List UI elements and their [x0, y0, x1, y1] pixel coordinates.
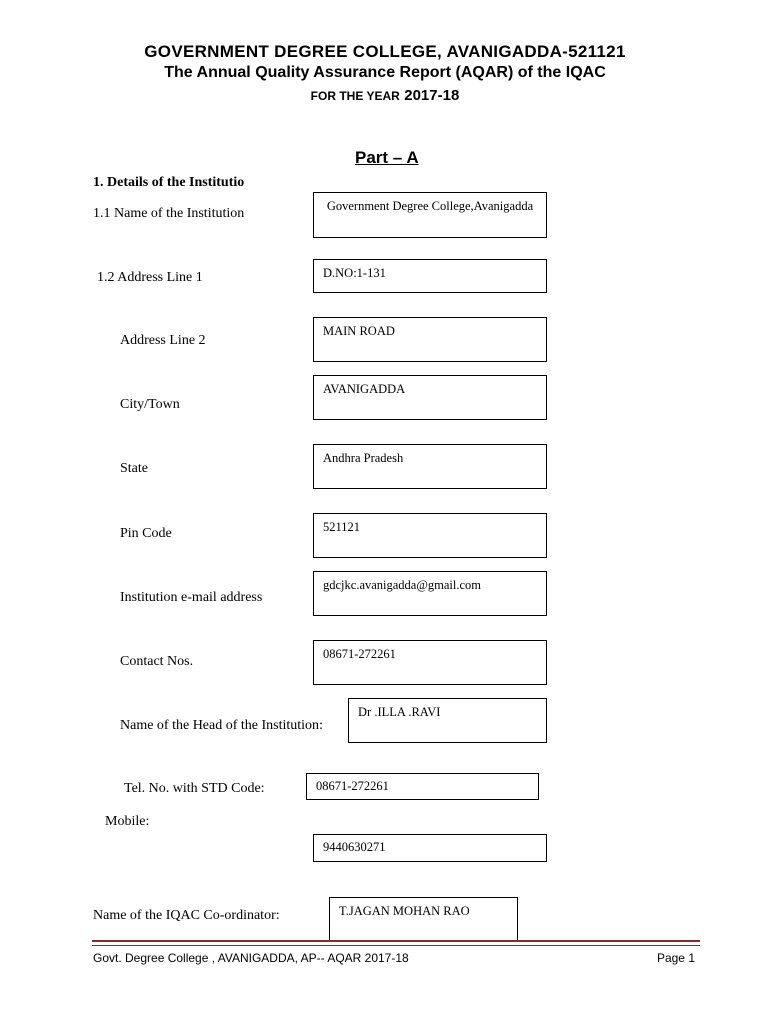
year-value: 2017-18	[404, 87, 460, 104]
report-title: The Annual Quality Assurance Report (AQAR) of the IQAC	[164, 64, 606, 81]
address-line-2-label: Address Line 2	[120, 333, 206, 348]
address-line-2-field[interactable]: MAIN ROAD	[313, 317, 547, 362]
tel-field[interactable]: 08671-272261	[306, 773, 539, 800]
iqac-label: Name of the IQAC Co-ordinator:	[93, 908, 280, 923]
state-field[interactable]: Andhra Pradesh	[313, 444, 547, 489]
mobile-label: Mobile:	[105, 814, 150, 829]
city-label: City/Town	[120, 397, 180, 412]
address-line-1-label: 1.2 Address Line 1	[97, 270, 203, 285]
year-prefix: FOR THE YEAR	[310, 89, 400, 103]
address-line-1-field[interactable]: D.NO:1-131	[313, 259, 547, 293]
part-title: Part – A	[355, 148, 419, 167]
email-field[interactable]: gdcjkc.avanigadda@gmail.com	[313, 571, 547, 616]
page-number: Page 1	[656, 951, 695, 965]
section-title: 1. Details of the Institutio	[93, 175, 245, 190]
head-field[interactable]: Dr .ILLA .RAVI	[348, 698, 547, 743]
institution-name-label: 1.1 Name of the Institution	[93, 206, 245, 221]
city-field[interactable]: AVANIGADDA	[313, 375, 547, 420]
footer-rule-top	[92, 940, 700, 942]
report-year	[0, 87, 770, 105]
head-label: Name of the Head of the Institution:	[120, 718, 323, 733]
email-label: Institution e-mail address	[120, 590, 263, 605]
state-label: State	[120, 461, 148, 476]
pin-code-field[interactable]: 521121	[313, 513, 547, 558]
pin-code-label: Pin Code	[120, 526, 172, 541]
iqac-field[interactable]: T.JAGAN MOHAN RAO	[329, 897, 518, 941]
institution-name-field[interactable]: Government Degree College,Avanigadda	[313, 192, 547, 238]
college-title: GOVERNMENT DEGREE COLLEGE, AVANIGADDA-521121	[144, 42, 626, 61]
tel-label: Tel. No. with STD Code:	[124, 781, 265, 796]
footer-text: Govt. Degree College , AVANIGADDA, AP-- AQAR 2017-18	[93, 951, 409, 965]
footer-rule-bottom	[92, 945, 700, 946]
contact-field[interactable]: 08671-272261	[313, 640, 547, 685]
mobile-field[interactable]: 9440630271	[313, 834, 547, 862]
contact-label: Contact Nos.	[120, 654, 194, 669]
